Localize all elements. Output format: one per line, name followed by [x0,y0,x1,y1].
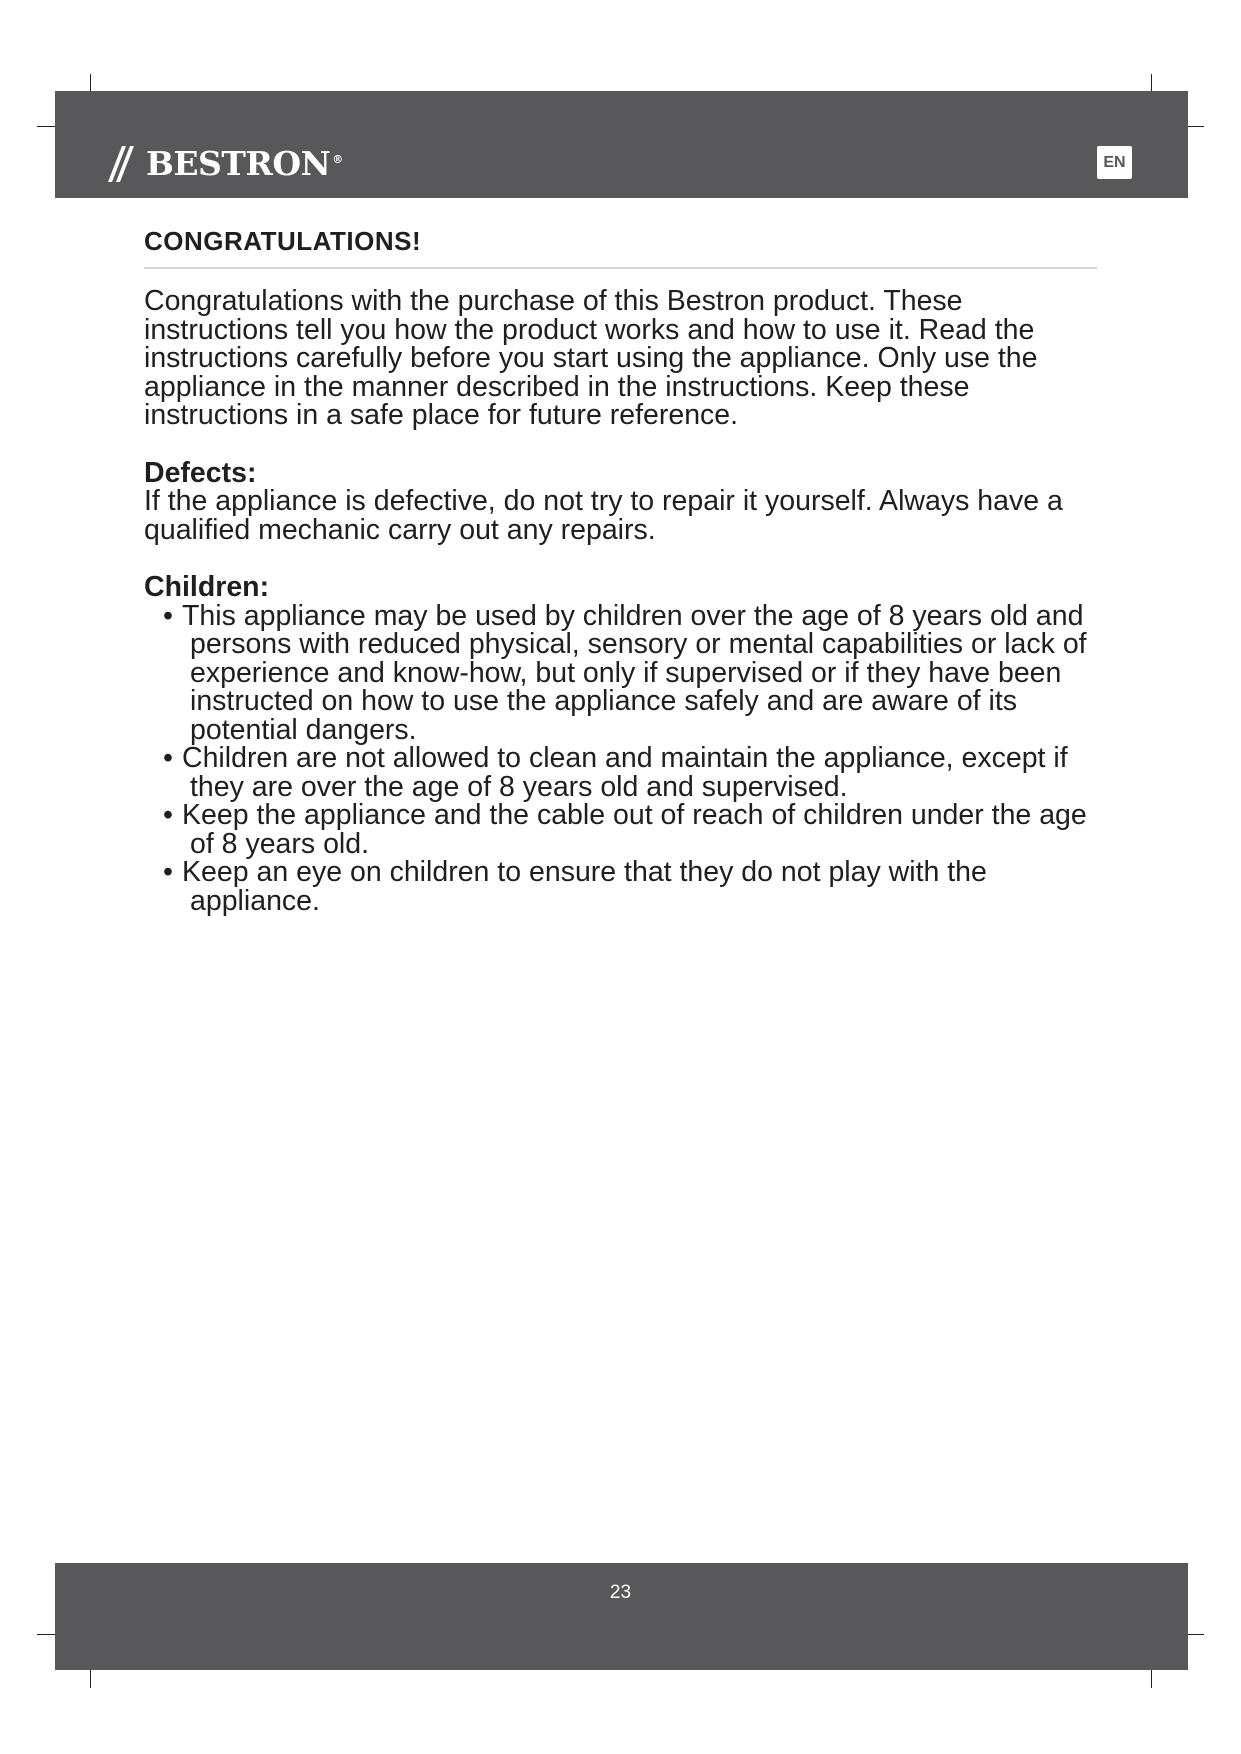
brand-wordmark: BESTRON ® [146,144,343,183]
bullet-icon: • [163,599,173,632]
defects-section [144,456,1104,546]
list-item: • This appliance may be used by children over the age of 8 years old and persons with reduced physical, sensory or mental capabilities or lack of experience and know-how, but only if supervised or if they have been instructed on how to use the appliance safely and are aware of its potential dangers. [163,599,1087,746]
bullet-icon: • [163,799,173,831]
page-title: CONGRATULATIONS! [144,226,422,256]
brand-logo [106,140,343,184]
bullet-icon: • [163,742,173,774]
defects-text: If the appliance is defective, do not try to repair it yourself. Always have a qualified mechanic carry out any repairs. [144,485,1063,546]
double-chevron-icon [106,142,140,182]
footer-band [55,1563,1188,1670]
children-list [144,599,1104,917]
list-item: • Keep the appliance and the cable out of reach of children under the age of 8 years old. [163,799,1087,860]
list-item: • Keep an eye on children to ensure that they do not play with the appliance. [163,856,987,917]
document-body [144,287,1104,915]
list-item: • Children are not allowed to clean and maintain the appliance, except if they are over the age of 8 years old and supervised. [163,742,1068,803]
children-heading: Children: [144,571,270,603]
language-badge: EN [1097,146,1132,179]
defects-heading: Defects: [144,456,257,489]
title-divider [144,267,1097,269]
page-number: 23 [609,1582,632,1603]
bullet-icon: • [163,856,173,888]
children-section [144,573,1104,915]
intro-paragraph: Congratulations with the purchase of this Bestron product. These instructions tell you how the product works and how to use it. Read the instructions carefully before you start using the appliance. Only use the appliance in the manner described in the instructions. Keep these instructions in a safe place for future reference. [144,285,1038,431]
registered-mark: ® [332,153,343,166]
